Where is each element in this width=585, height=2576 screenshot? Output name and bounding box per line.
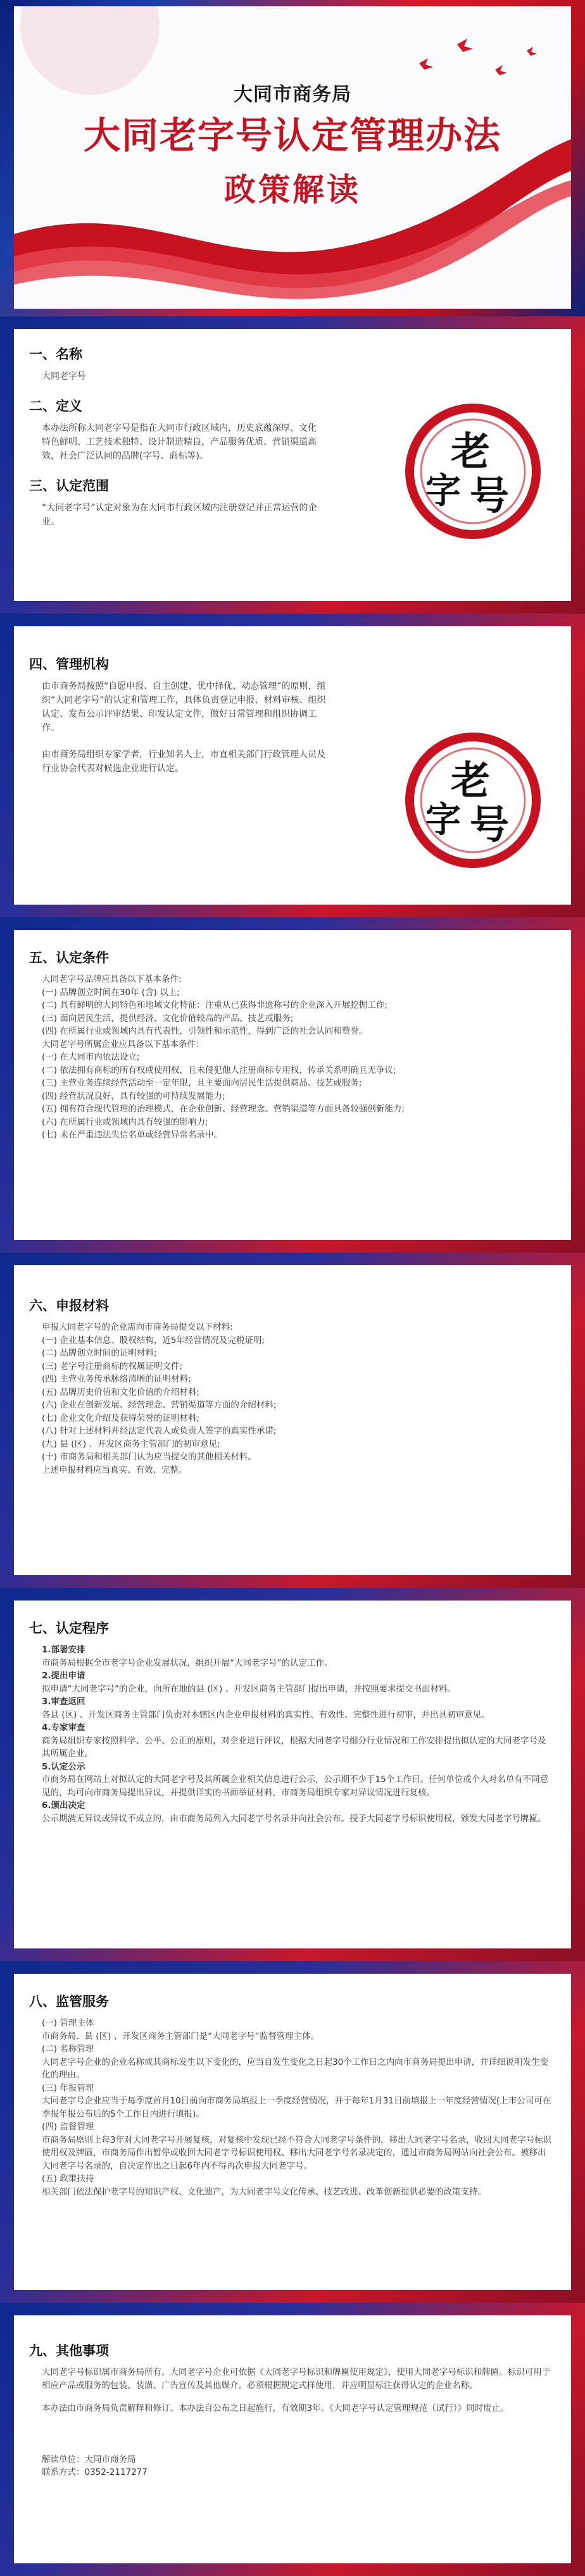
laozihao-seal-icon [400, 399, 546, 544]
step-text: 各县 (区) 、开发区商务主管部门负责对本辖区内企业申报材料的真实性、有效性、完整性进行初审，并出具初审意见。 [42, 1709, 490, 1720]
step-text: 拟申请“大同老字号”的企业，向所在地的县 (区) 、开发区商务主管部门提出申请，并按照要求提交书面材料。 [42, 1683, 456, 1694]
step-text: 市商务局在网站上对拟认定的大同老字号及其所属企业相关信息进行公示，公示期不少于15个工作日。任何单位或个人对名单有不同意见的，均可向市商务局提出异议，并提供详实的书面举证材料，市商务局组织专家对异议情况进行复核。 [42, 1774, 549, 1798]
list-item: (五) 品牌历史价值和文化价值的介绍材料; [42, 1387, 199, 1397]
management-text-1: 由市商务局按照“自愿申报、自主创建、优中择优、动态管理”的原则，组织“大同老字号”的认定和管理工作，具体负责登记申报、材料审核、组织认定、发布公示评审结果、印发认定文件，做好日常管理和组织协调工作。 [42, 681, 326, 733]
svg-text:字: 字 [425, 799, 461, 841]
list-item: (四) 主营业务传承脉络清晰的证明材料; [42, 1374, 191, 1384]
heading-supervision: 八、监管服务 [29, 1994, 109, 2009]
heading-procedure: 七、认定程序 [29, 1621, 109, 1636]
svg-text:号: 号 [470, 473, 510, 519]
section-panel-3 [0, 917, 585, 1253]
heading-definition: 二、定义 [29, 399, 82, 414]
other-text-1: 大同老字号标识属市商务局所有。大同老字号企业可依据《大同老字号标识和牌匾使用规定》，使用大同老字号标识和牌匾。标识可用于相应产品或服务的包装、装潢、广告宣传及其他媒介。必须根据规定式样使用，并应明显标注获得认定的企业名称。 [42, 2367, 551, 2391]
section-card-management [14, 626, 571, 905]
section-card-materials [14, 1265, 571, 1575]
svg-text:号: 号 [470, 802, 510, 848]
supervision-list [42, 2017, 553, 2198]
document-subtitle: 政策解读 [224, 171, 361, 208]
name-text: 大同老字号 [42, 371, 86, 381]
list-item: (一) 企业基本信息、股权结构，近5年经营情况及完税证明; [42, 1335, 265, 1346]
step-text: 商务局组织专家按照科学、公平、公正的原则，对企业进行评议，根据大同老字号细分行业情况和工作安排提出拟认定的大同老字号及其所属企业。 [42, 1735, 546, 1759]
list-item: (四) 经营状况良好，具有较强的可持续发展能力; [42, 1091, 225, 1101]
list-item: (七) 未在严重违法失信名单或经营异常名录中。 [42, 1130, 222, 1140]
header-card [14, 6, 571, 309]
heading-name: 一、名称 [29, 347, 82, 362]
list-item: 大同老字号企业应当于每季度首月10日前向市商务局填报上一季度经营情况，并于每年1月31日前填报上一年度经营情况(上市公司可在季报年报公布后的5个工作日内进行填报)。 [42, 2096, 551, 2119]
svg-text:老: 老 [451, 757, 491, 803]
laozihao-seal-icon [400, 728, 546, 873]
list-item: 申报大同老字号的企业需向市商务局提交以下材料: [42, 1322, 233, 1332]
section-card-conditions [14, 930, 571, 1240]
materials-list [42, 1321, 553, 1477]
heading-other: 九、其他事项 [29, 2343, 109, 2358]
scope-text: “大同老字号”认定对象为在大同市行政区域内注册登记并正常运营的企业。 [42, 503, 317, 527]
list-item: (五) 政策扶持 [42, 2174, 94, 2184]
section-card-procedure [14, 1601, 571, 1948]
step-title: 6.颁出决定 [42, 1800, 85, 1811]
section-card-supervision [14, 1974, 571, 2290]
step-title: 4.专家审查 [42, 1723, 85, 1733]
list-item: (二) 具有鲜明的大同特色和地域文化特征：注重从已获得非遗称号的企业深入开展挖掘工作; [42, 1000, 387, 1010]
list-item: (八) 针对上述材料并经法定代表人或负责人签字的真实性承诺; [42, 1426, 277, 1436]
section-card-other [14, 2315, 571, 2563]
heading-materials: 六、申报材料 [29, 1298, 109, 1313]
section-panel-7 [0, 2303, 585, 2576]
list-item: (二) 依法拥有商标的所有权或使用权，且未侵犯他人注册商标专用权，传承关系明确且无争议; [42, 1065, 396, 1075]
list-item: (一) 在大同市内依法设立; [42, 1052, 140, 1062]
list-item: 市商务局原则上每3年对大同老字号开展复核，对复核中发现已经不符合大同老字号条件的，移出大同老字号名录，收回大同老字号标识使用权及牌匾，市商务局作出暂停或收回大同老字号标识使用权、移出大同老字号名录决定的，通过市商务局网站向社会公布。被移出大同老字号名录的，自决定作出之日起6年内不得再次申报大同老字号。 [42, 2134, 552, 2171]
list-item: (三) 年报管理 [42, 2083, 94, 2093]
list-item: (四) 监督管理 [42, 2122, 94, 2132]
list-item: 市商务局、县 (区) 、开发区商务主管部门是“大同老字号”监督管理主体。 [42, 2031, 320, 2041]
list-item: 相关部门依法保护老字号的知识产权、文化遗产，为大同老字号文化传承、技艺改进、改革创新提供必要的政策支持。 [42, 2186, 486, 2197]
list-item: (六) 在所属行业或领域内具有较强的影响力; [42, 1117, 208, 1127]
step-title: 3.审查返回 [42, 1697, 85, 1707]
heading-management: 四、管理机构 [29, 657, 109, 672]
list-item: 上述申报材料应当真实、有效、完整。 [42, 1464, 187, 1475]
header-banner [0, 0, 585, 316]
step-text: 市商务局根据全市老字号企业发展状况，组织开展“大同老字号”的认定工作。 [42, 1657, 333, 1668]
interpreting-unit: 解读单位：大同市商务局 [42, 2454, 136, 2465]
section-panel-5 [0, 1588, 585, 1961]
list-item: (九) 县 (区) 、开发区商务主管部门的初审意见; [42, 1439, 220, 1449]
list-item: (一) 品牌创立时间在30年 (含) 以上; [42, 987, 180, 998]
list-item: (四) 在所属行业或领域内具有代表性，引领性和示范性，得到广泛的社会认同和赞誉。 [42, 1026, 368, 1036]
heading-conditions: 五、认定条件 [29, 950, 109, 965]
section-panel-4 [0, 1253, 585, 1588]
section-panel-1 [0, 316, 585, 614]
list-item: 大同老字号品牌应具备以下基本条件: [42, 974, 182, 984]
list-item: 大同老字号企业的企业名称或其商标发生以下变化的，应当自发生变化之日起30个工作日之内向市商务局提出申请，并详细说明发生变化的理由。 [42, 2057, 549, 2080]
list-item: (一) 管理主体 [42, 2018, 94, 2028]
issuing-organization: 大同市商务局 [234, 84, 351, 106]
document-title: 大同老字号认定管理办法 [83, 114, 501, 157]
svg-text:字: 字 [425, 470, 461, 512]
list-item: (七) 企业文化介绍及获得荣誉的证明材料; [42, 1413, 199, 1423]
list-item: (十) 市商务局和相关部门认为应当提交的其他相关材料。 [42, 1452, 256, 1462]
step-title: 1.部署安排 [42, 1645, 85, 1655]
list-item: (三) 主营业务连续经营活动至一定年限，且主要面向居民生活提供商品、技艺或服务; [42, 1078, 362, 1088]
step-title: 5.认定公示 [42, 1761, 85, 1772]
list-item: 大同老字号所属企业应具备以下基本条件： [42, 1039, 204, 1050]
list-item: (五) 拥有符合现代管理的治理模式，在企业创新、经营理念、营销渠道等方面具备较强创新能力; [42, 1104, 405, 1114]
section-panel-2 [0, 614, 585, 917]
other-text-2: 本办法由市商务局负责解释和修订。本办法自公布之日起施行，有效期3年。《大同老字号认定管理规范（试行）》同时废止。 [42, 2403, 509, 2413]
conditions-list [42, 973, 553, 1142]
svg-text:老: 老 [451, 428, 491, 474]
heading-scope: 三、认定范围 [29, 478, 109, 493]
list-item: (二) 品牌创立时间的证明材料; [42, 1348, 157, 1358]
section-panel-6 [0, 1961, 585, 2303]
list-item: (二) 名称管理 [42, 2044, 94, 2054]
management-text-2: 由市商务局组织专家学者，行业知名人士，市直相关部门行政管理人员及行业协会代表对候选企业进行认定。 [42, 750, 325, 774]
definition-text: 本办法所称大同老字号是指在大同市行政区域内，历史底蕴深厚、文化特色鲜明、工艺技术独特、设计制造精良，产品服务优质、营销渠道高效，社会广泛认同的品牌(字号、商标等)。 [42, 423, 317, 461]
list-item: (六) 企业在创新发展、经营理念、营销渠道等方面的介绍材料; [42, 1400, 277, 1410]
step-title: 2.提出申请 [42, 1671, 85, 1681]
step-text: 公示期满无异议或异议不成立的，由市商务局列入大同老字号名录并向社会公布。授予大同老字号标识使用权，颁发大同老字号牌匾。 [42, 1813, 546, 1824]
list-item: (三) 老字号注册商标的权属证明文件; [42, 1361, 182, 1372]
list-item: (三) 面向居民生活，提供经济、文化价值较高的产品、技艺或服务; [42, 1013, 294, 1024]
procedure-list [42, 1644, 553, 1825]
section-card-name-definition-scope [14, 329, 571, 601]
contact-phone: 联系方式：0352-2117277 [42, 2467, 148, 2477]
